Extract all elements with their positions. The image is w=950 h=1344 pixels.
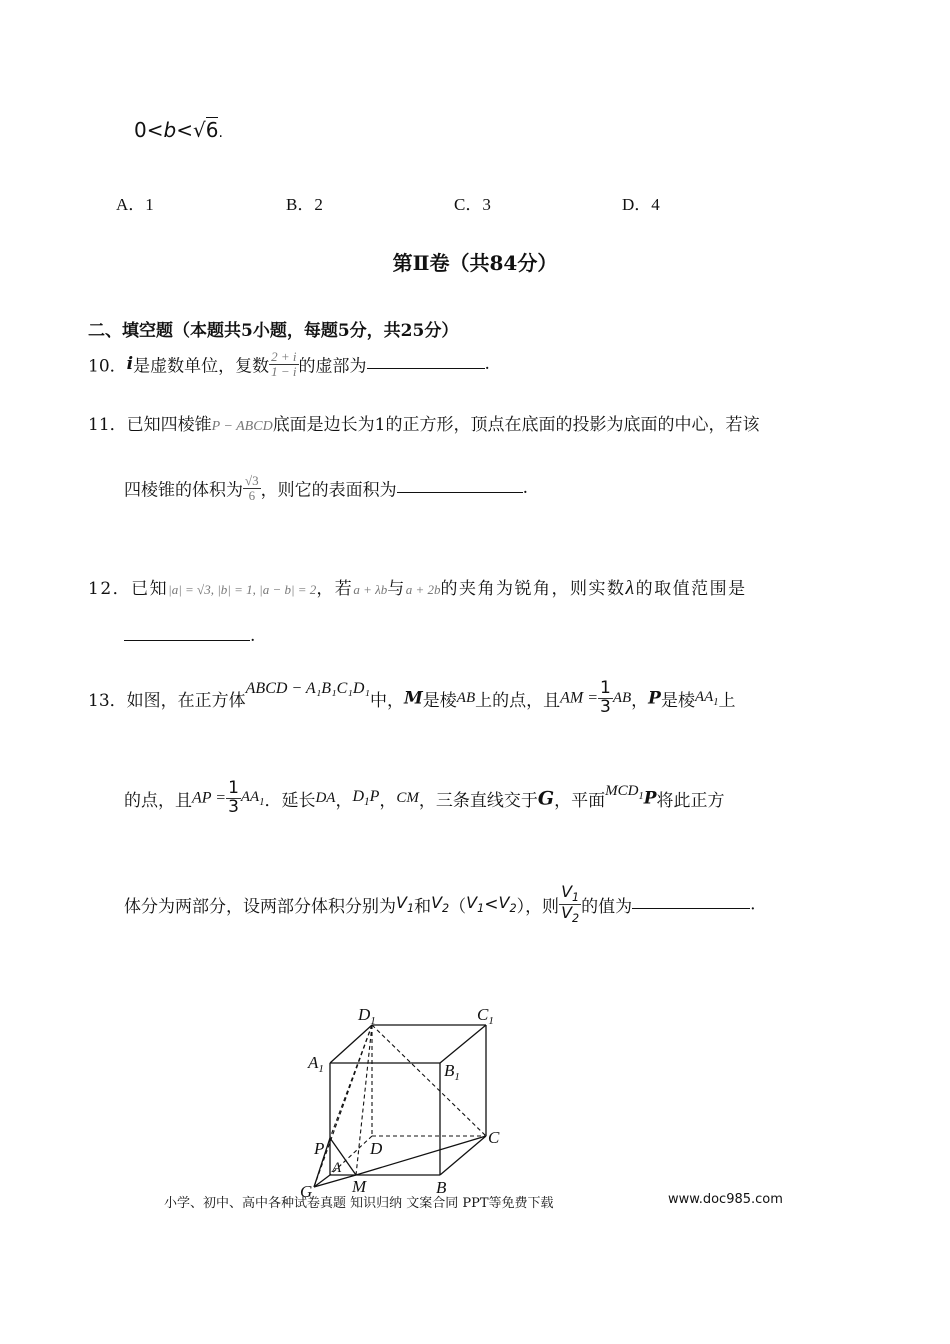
- cube-figure: [290, 1000, 520, 1200]
- edge-b-c: [440, 1136, 486, 1175]
- footer-text: 小学、初中、高中各种试卷真题 知识归纳 文案合同 PPT等免费下载: [164, 1196, 554, 1211]
- label-b: B: [436, 1178, 447, 1197]
- label-a1: $A_1$: [308, 1053, 324, 1075]
- section-title: 二、填空题（本题共5小题，每题5分，共25分）: [88, 321, 459, 341]
- hidden-d1-c: [372, 1025, 486, 1136]
- question-13-line1: 13．如图，在正方体ABCD − A₁B₁C₁D₁中，M是棱AB上的点，且AM = $\frac{1}{3}$ AB，P是棱$AA_1$上: [88, 678, 736, 717]
- edge-g-m: [314, 1175, 356, 1187]
- option-a: A．1: [116, 195, 154, 214]
- label-c: C: [488, 1128, 500, 1147]
- question-12-line2: .: [124, 624, 255, 646]
- question-13-line2: 的点，且AP = $\frac{1}{3}$ $AA_1$．延长DA，$D_1P$，CM，三条直线交于G，平面$MCD_1P$将此正方: [124, 778, 725, 817]
- option-c: C．3: [454, 195, 491, 214]
- label-b1: $B_1$: [444, 1061, 460, 1083]
- hidden-d1-g: [314, 1025, 372, 1187]
- option-d: D．4: [622, 195, 660, 214]
- label-m: M: [352, 1177, 367, 1196]
- label-d: D: [370, 1139, 383, 1158]
- label-c1: $C_1$: [477, 1005, 494, 1027]
- question-13-line3: 体分为两部分，设两部分体积分别为$V_1$和$V_2(V_1<V_2)$，则 $\frac{V_1}{V_2}$ 的值为 .: [124, 882, 756, 926]
- question-11-line1: 11．已知四棱锥P − ABCD底面是边长为1的正方形，顶点在底面的投影为底面的中心，若该: [88, 415, 760, 435]
- question-11-line2: 四棱锥的体积为 $\frac{√3}{6}$ ，则它的表面积为 .: [124, 473, 529, 503]
- question-12-line1: 12．已知|a| = √3, |b| = 1, |a − b| = 2，若a + λb与a + 2b的夹角为锐角，则实数λ的取值范围是: [88, 577, 747, 599]
- label-g: G: [300, 1182, 313, 1200]
- label-p: P: [314, 1139, 325, 1158]
- question-10: 10．i是虚数单位，复数 $\frac{2 + i}{1 - i}$ 的虚部为 .: [88, 349, 490, 379]
- edge-a1-d1: [330, 1025, 372, 1063]
- footer-url[interactable]: www.doc985.com: [668, 1192, 783, 1207]
- prev-question-tail: 0<b<√6.: [134, 118, 223, 142]
- label-d1: $D_1$: [358, 1005, 376, 1027]
- option-b: B．2: [286, 195, 323, 214]
- edge-b1-c1: [440, 1025, 486, 1063]
- volume-title: 第Ⅱ卷（共84分）: [392, 251, 558, 275]
- label-a: A: [332, 1160, 342, 1176]
